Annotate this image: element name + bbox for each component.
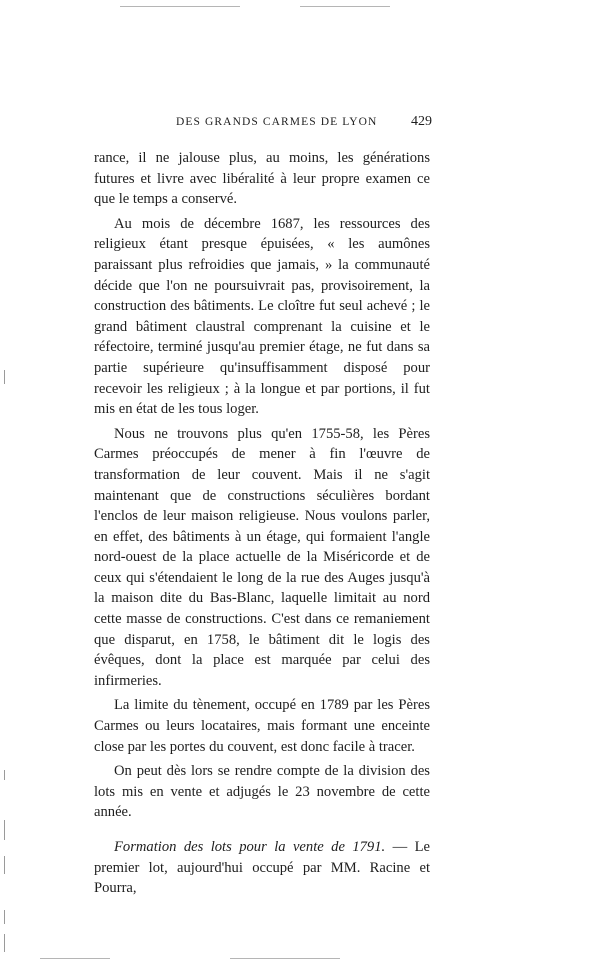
margin-mark <box>4 934 5 952</box>
paragraph: Au mois de décembre 1687, les ressources des religieux étant presque épuisées, « les aumônes paraissant plus refroidies que jamais, » la communauté décide que l'on ne poursuivrait pas, provisoirement, la construction des bâtiments. Le cloître fut seul achevé ; le grand bâtiment claustral comprenant la cuisine et le réfectoire, terminé jusqu'au premier étage, ne fut dans sa partie supérieure qu'insuffisamment disposé pour recevoir les religieux ; à la longue et par portions, il fut mis en état de les tous loger. <box>94 215 430 418</box>
section-paragraph <box>94 837 430 899</box>
body-text <box>94 148 430 903</box>
bottom-edge-rule <box>230 958 340 959</box>
running-title: DES GRANDS CARMES DE LYON <box>176 116 378 128</box>
page-number: 429 <box>411 114 432 129</box>
paragraph: La limite du tènement, occupé en 1789 par les Pères Carmes ou leurs locataires, mais formant une enceinte close par les portes du couvent, est donc facile à tracer. <box>94 697 430 755</box>
paragraph: On peut dès lors se rendre compte de la division des lots mis en vente et adjugés le 23 novembre de cette année. <box>94 763 430 821</box>
margin-mark <box>4 856 5 874</box>
running-header <box>96 116 432 136</box>
margin-mark <box>4 910 5 924</box>
margin-mark <box>4 370 5 384</box>
top-edge-rule <box>120 6 240 7</box>
top-edge-rule <box>300 6 390 7</box>
section-text: — Le premier lot, aujourd'hui occupé par MM. Racine et Pourra, <box>94 839 430 897</box>
paragraph: Nous ne trouvons plus qu'en 1755-58, les Pères Carmes préoccupés de mener à fin l'œuvre de transformation de leur couvent. Mais il ne s'agit maintenant que de constructions séculières bordant l'enclos de leur maison religieuse. Nous voulons parler, en effet, des bâtiments à un étage, qui formaient l'angle nord-ouest de la place actuelle de la Miséricorde et de ceux qui s'étendaient le long de la rue des Auges jusqu'à la maison dite du Bas-Blanc, laquelle limitait au nord cette masse de constructions. C'est dans ce remaniement que disparut, en 1758, le bâtiment dit le logis des évêques, dont la place est marquée par celui des infirmeries. <box>94 425 430 689</box>
bottom-edge-rule <box>40 958 110 959</box>
paragraph: rance, il ne jalouse plus, au moins, les générations futures et livre avec libéralité à leur propre examen ce que le temps a conservé. <box>94 150 430 208</box>
margin-mark <box>4 820 5 840</box>
section-heading: Formation des lots pour la vente de 1791. <box>114 839 386 855</box>
margin-mark <box>4 770 5 780</box>
